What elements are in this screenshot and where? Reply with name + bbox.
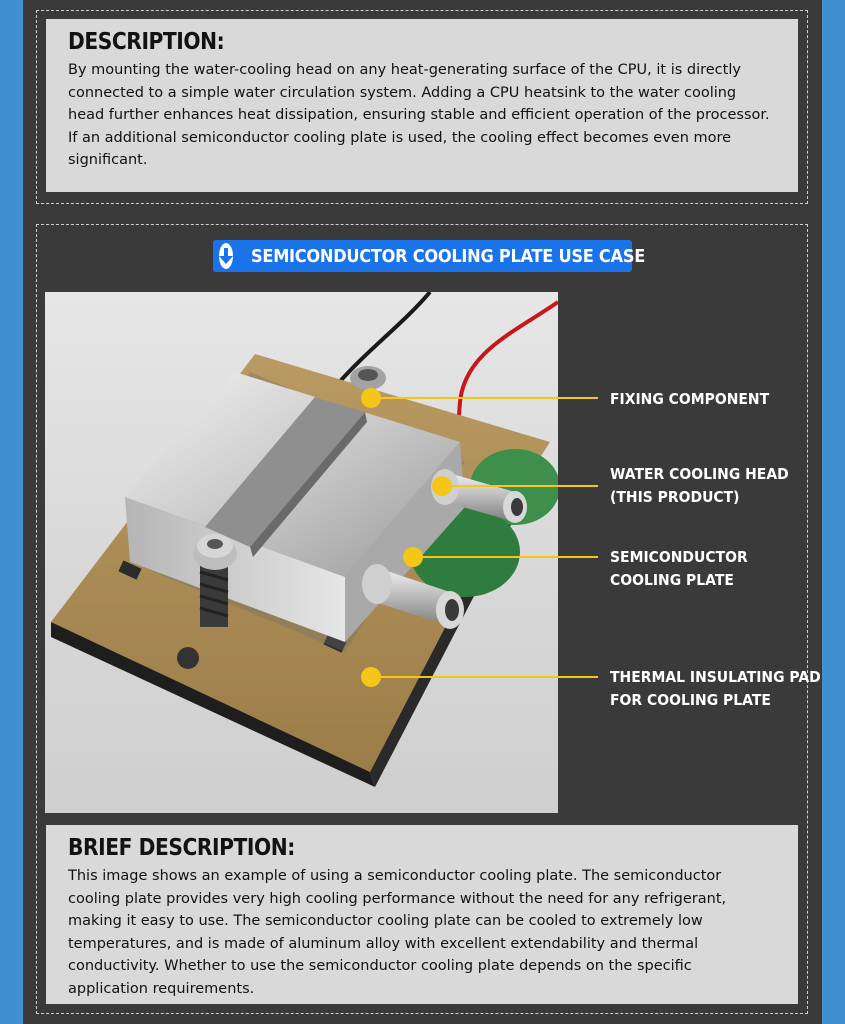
callout-water-cooling-head: WATER COOLING HEAD (THIS PRODUCT) — [610, 465, 789, 506]
description-title: DESCRIPTION: — [68, 29, 225, 55]
use-case-banner — [213, 240, 646, 272]
brief-description-body: This image shows an example of using a semiconductor cooling plate. The semiconductor cooling plate provides very high cooling performance without the need for any refrigerant, making it easy to use. The semiconductor cooling plate can be cooled to extremely low temperatures, and is made of aluminum alloy with excellent extendability and thermal conductivity. Whether to use the semiconductor cooling plate depends on the specific application requirements. — [68, 868, 727, 997]
callout-fixing-component: FIXING COMPONENT — [610, 390, 770, 408]
use-case-banner-label: SEMICONDUCTOR COOLING PLATE USE CASE — [251, 245, 646, 267]
callout-thermal-insulating-pad: THERMAL INSULATING PAD FOR COOLING PLATE — [610, 668, 821, 709]
description-body: By mounting the water-cooling head on any heat-generating surface of the CPU, it is directly connected to a simple water circulation system. Adding a CPU heatsink to the water cooling head further enhances heat dissipation, ensuring stable and efficient operation of the processor. If an additional semiconductor cooling plate is used, the cooling effect becomes even more significant. — [68, 62, 770, 168]
callout-semiconductor-cooling-plate: SEMICONDUCTOR COOLING PLATE — [610, 548, 748, 589]
brief-description-title: BRIEF DESCRIPTION: — [68, 835, 295, 861]
brief-description-card — [46, 825, 798, 1004]
description-card — [46, 19, 798, 192]
product-photo — [45, 292, 558, 813]
arrow-down-icon — [219, 243, 233, 269]
